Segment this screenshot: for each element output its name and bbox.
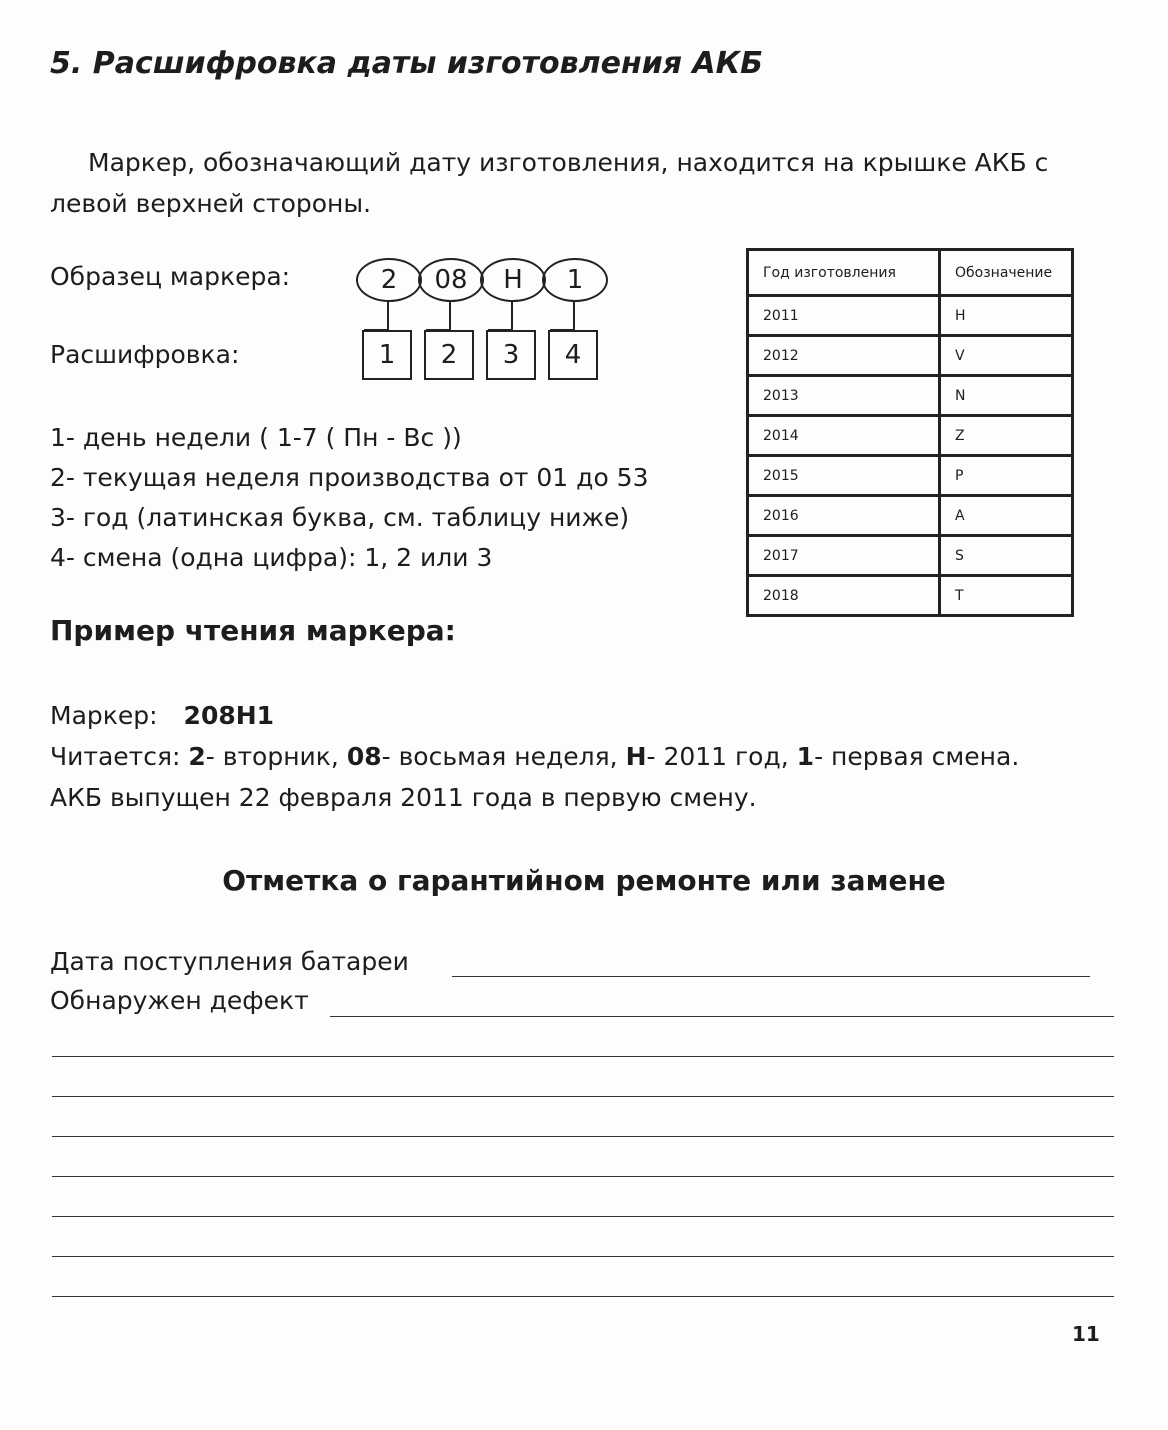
decoding-box-1: 1 xyxy=(362,330,412,380)
connector-line xyxy=(573,300,575,330)
table-header-year: Год изготовления xyxy=(748,250,940,296)
legend-list xyxy=(50,418,649,578)
defect-label: Обнаружен дефект xyxy=(50,986,309,1015)
example-reads-line xyxy=(50,736,1019,777)
blank-line[interactable] xyxy=(52,1096,1114,1097)
table-row xyxy=(748,296,1073,336)
marker-sample-label: Образец маркера: xyxy=(50,262,291,291)
blank-line[interactable] xyxy=(52,1056,1114,1057)
table-cell: H xyxy=(940,296,1073,336)
blank-line[interactable] xyxy=(52,1216,1114,1217)
example-marker-line xyxy=(50,695,1019,736)
decoding-box-4: 4 xyxy=(548,330,598,380)
decoding-label: Расшифровка: xyxy=(50,340,240,369)
table-row xyxy=(748,336,1073,376)
warranty-heading: Отметка о гарантийном ремонте или замене xyxy=(222,864,946,897)
defect-line[interactable] xyxy=(330,1016,1114,1017)
example-shift: 1 xyxy=(796,742,815,771)
table-cell: P xyxy=(940,456,1073,496)
legend-item: 4- смена (одна цифра): 1, 2 или 3 xyxy=(50,543,493,572)
table-row xyxy=(748,376,1073,416)
table-row xyxy=(748,576,1073,616)
table-cell: 2012 xyxy=(748,336,940,376)
marker-part-week: 08 xyxy=(418,258,484,302)
decoding-box-3: 3 xyxy=(486,330,536,380)
section-heading: 5. Расшифровка даты изготовления АКБ xyxy=(50,46,764,81)
table-cell: S xyxy=(940,536,1073,576)
table-row xyxy=(748,536,1073,576)
table-header-code: Обозначение xyxy=(940,250,1073,296)
table-cell: 2017 xyxy=(748,536,940,576)
legend-item: 2- текущая неделя производства от 01 до 53 xyxy=(50,463,649,492)
example-week-text: - восьмая неделя, xyxy=(381,742,618,771)
table-cell: Z xyxy=(940,416,1073,456)
table-header-row xyxy=(748,250,1073,296)
intro-text: Маркер, обозначающий дату изготовления, находится на крышке АКБ с левой верхней стороны. xyxy=(50,148,1049,218)
legend-item: 3- год (латинская буква, см. таблицу ниже) xyxy=(50,503,630,532)
blank-line[interactable] xyxy=(52,1296,1114,1297)
example-heading: Пример чтения маркера: xyxy=(50,614,456,647)
table-cell: A xyxy=(940,496,1073,536)
example-day: 2 xyxy=(188,742,206,771)
table-row xyxy=(748,496,1073,536)
example-marker-label: Маркер: xyxy=(50,701,158,730)
example-year: H xyxy=(625,742,647,771)
marker-part-day: 2 xyxy=(356,258,422,302)
example-conclusion: АКБ выпущен 22 февраля 2011 года в первую смену. xyxy=(50,783,757,812)
example-year-text: - 2011 год, xyxy=(646,742,789,771)
year-code-table xyxy=(746,248,1074,617)
blank-line[interactable] xyxy=(52,1176,1114,1177)
blank-line[interactable] xyxy=(52,1256,1114,1257)
table-cell: 2011 xyxy=(748,296,940,336)
table-cell: T xyxy=(940,576,1073,616)
date-received-line[interactable] xyxy=(452,976,1090,977)
blank-line[interactable] xyxy=(52,1136,1114,1137)
example-week: 08 xyxy=(346,742,382,771)
table-row xyxy=(748,456,1073,496)
table-cell: 2013 xyxy=(748,376,940,416)
table-cell: V xyxy=(940,336,1073,376)
decoding-box-2: 2 xyxy=(424,330,474,380)
legend-item: 1- день недели ( 1-7 ( Пн - Вс )) xyxy=(50,423,462,452)
marker-part-year: H xyxy=(480,258,546,302)
example-marker-value: 208H1 xyxy=(183,701,275,730)
example-reads-label: Читается: xyxy=(50,742,181,771)
date-received-label: Дата поступления батареи xyxy=(50,947,409,976)
table-cell: 2016 xyxy=(748,496,940,536)
example-block xyxy=(50,695,1019,818)
table-cell: N xyxy=(940,376,1073,416)
example-day-text: - вторник, xyxy=(205,742,339,771)
example-shift-text: - первая смена. xyxy=(814,742,1020,771)
page-number: 11 xyxy=(1072,1322,1100,1346)
table-cell: 2014 xyxy=(748,416,940,456)
connector-line xyxy=(511,300,513,330)
marker-part-shift: 1 xyxy=(542,258,608,302)
connector-line xyxy=(387,300,389,330)
table-cell: 2018 xyxy=(748,576,940,616)
table-row xyxy=(748,416,1073,456)
connector-line xyxy=(449,300,451,330)
intro-paragraph xyxy=(50,142,1130,224)
table-cell: 2015 xyxy=(748,456,940,496)
